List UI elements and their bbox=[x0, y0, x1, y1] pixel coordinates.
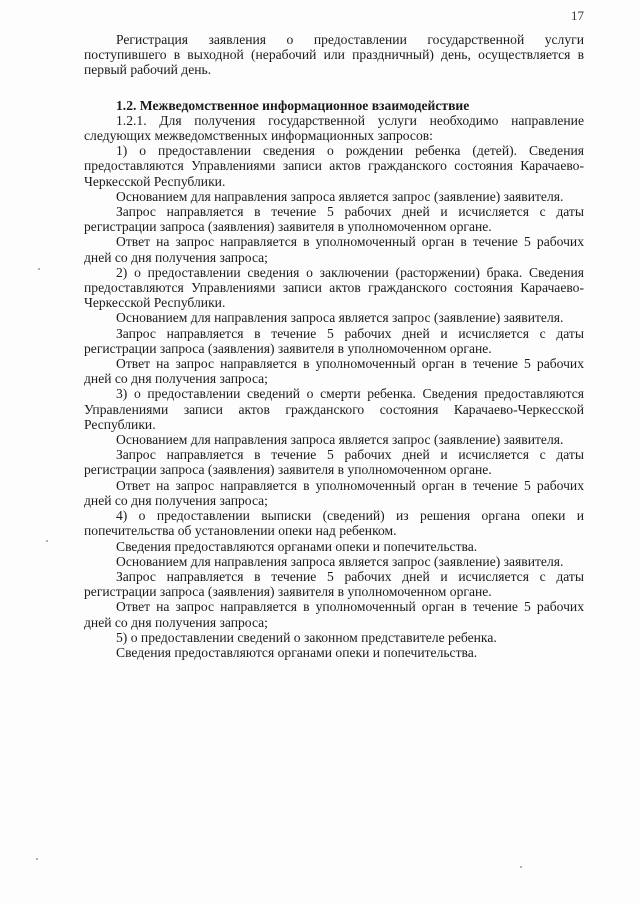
paragraph-guardianship-source-1: Сведения предоставляются органами опеки и попечительства. bbox=[116, 538, 478, 554]
section-heading: 1.2. Межведомственное информационное взаимодействие bbox=[116, 97, 470, 113]
paragraph-basis-1: Основанием для направления запроса является запрос (заявление) заявителя. bbox=[116, 188, 564, 204]
paragraph-death-info: 3) о предоставлении сведений о смерти ребенка. Сведения предоставляются Управлениями записи актов гражданского состояния Карачаево-Черкесской Республики. bbox=[84, 386, 584, 432]
paragraph-request-timing-3: Запрос направляется в течение 5 рабочих дней и исчисляется с даты регистрации запроса (заявления) заявителя в уполномоченном органе. bbox=[84, 447, 584, 478]
paragraph-response-timing-2: Ответ на запрос направляется в уполномоченный орган в течение 5 рабочих дней со дня получения запроса; bbox=[84, 356, 584, 387]
paragraph-response-timing-4: Ответ на запрос направляется в уполномоченный орган в течение 5 рабочих дней со дня получения запроса; bbox=[84, 599, 584, 630]
paragraph-response-timing-3: Ответ на запрос направляется в уполномоченный орган в течение 5 рабочих дней со дня получения запроса; bbox=[84, 477, 584, 508]
paragraph-request-timing-4: Запрос направляется в течение 5 рабочих дней и исчисляется с даты регистрации запроса (заявления) заявителя в уполномоченном органе. bbox=[84, 568, 584, 600]
paragraph-guardianship-extract: 4) о предоставлении выписки (сведений) из решения органа опеки и попечительства об установлении опеки над ребенком. bbox=[84, 508, 584, 539]
paragraph-registration: Регистрация заявления о предоставлении государственной услуги поступившего в выходной (нерабочий или праздничный) день, осуществляется в первый рабочий день. bbox=[84, 32, 584, 78]
paragraph-response-timing-1: Ответ на запрос направляется в уполномоченный орган в течение 5 рабочих дней со дня получения запроса; bbox=[84, 234, 584, 265]
paragraph-guardianship-source-2: Сведения предоставляются органами опеки и попечительства. bbox=[116, 644, 478, 660]
paragraph-request-timing-1: Запрос направляется в течение 5 рабочих дней и исчисляется с даты регистрации запроса (заявления) заявителя в уполномоченном органе. bbox=[84, 204, 584, 235]
document-body bbox=[84, 32, 584, 660]
paragraph-basis-2: Основанием для направления запроса является запрос (заявление) заявителя. bbox=[116, 310, 564, 326]
paragraph-legal-representative: 5) о предоставлении сведений о законном представителе ребенка. bbox=[116, 629, 497, 645]
paragraph-marriage-info: 2) о предоставлении сведения о заключении (расторжении) брака. Сведения предоставляются Управлениями записи актов гражданского состояния Карачаево-Черкесской Республики. bbox=[84, 264, 584, 311]
page-number: 17 bbox=[571, 8, 584, 23]
paragraph-birth-info: 1) о предоставлении сведения о рождении ребенка (детей). Сведения предоставляются Управлениями записи актов гражданского состояния Карачаево-Черкесской Республики. bbox=[84, 143, 584, 189]
paragraph-basis-4: Основанием для направления запроса является запрос (заявление) заявителя. bbox=[116, 553, 564, 569]
paragraph-basis-3: Основанием для направления запроса является запрос (заявление) заявителя. bbox=[116, 432, 564, 448]
paragraph-request-timing-2: Запрос направляется в течение 5 рабочих дней и исчисляется с даты регистрации запроса (заявления) заявителя в уполномоченном органе. bbox=[84, 325, 584, 356]
paragraph-1-2-1: 1.2.1. Для получения государственной услуги необходимо направление следующих межведомственных информационных запросов: bbox=[84, 112, 584, 144]
